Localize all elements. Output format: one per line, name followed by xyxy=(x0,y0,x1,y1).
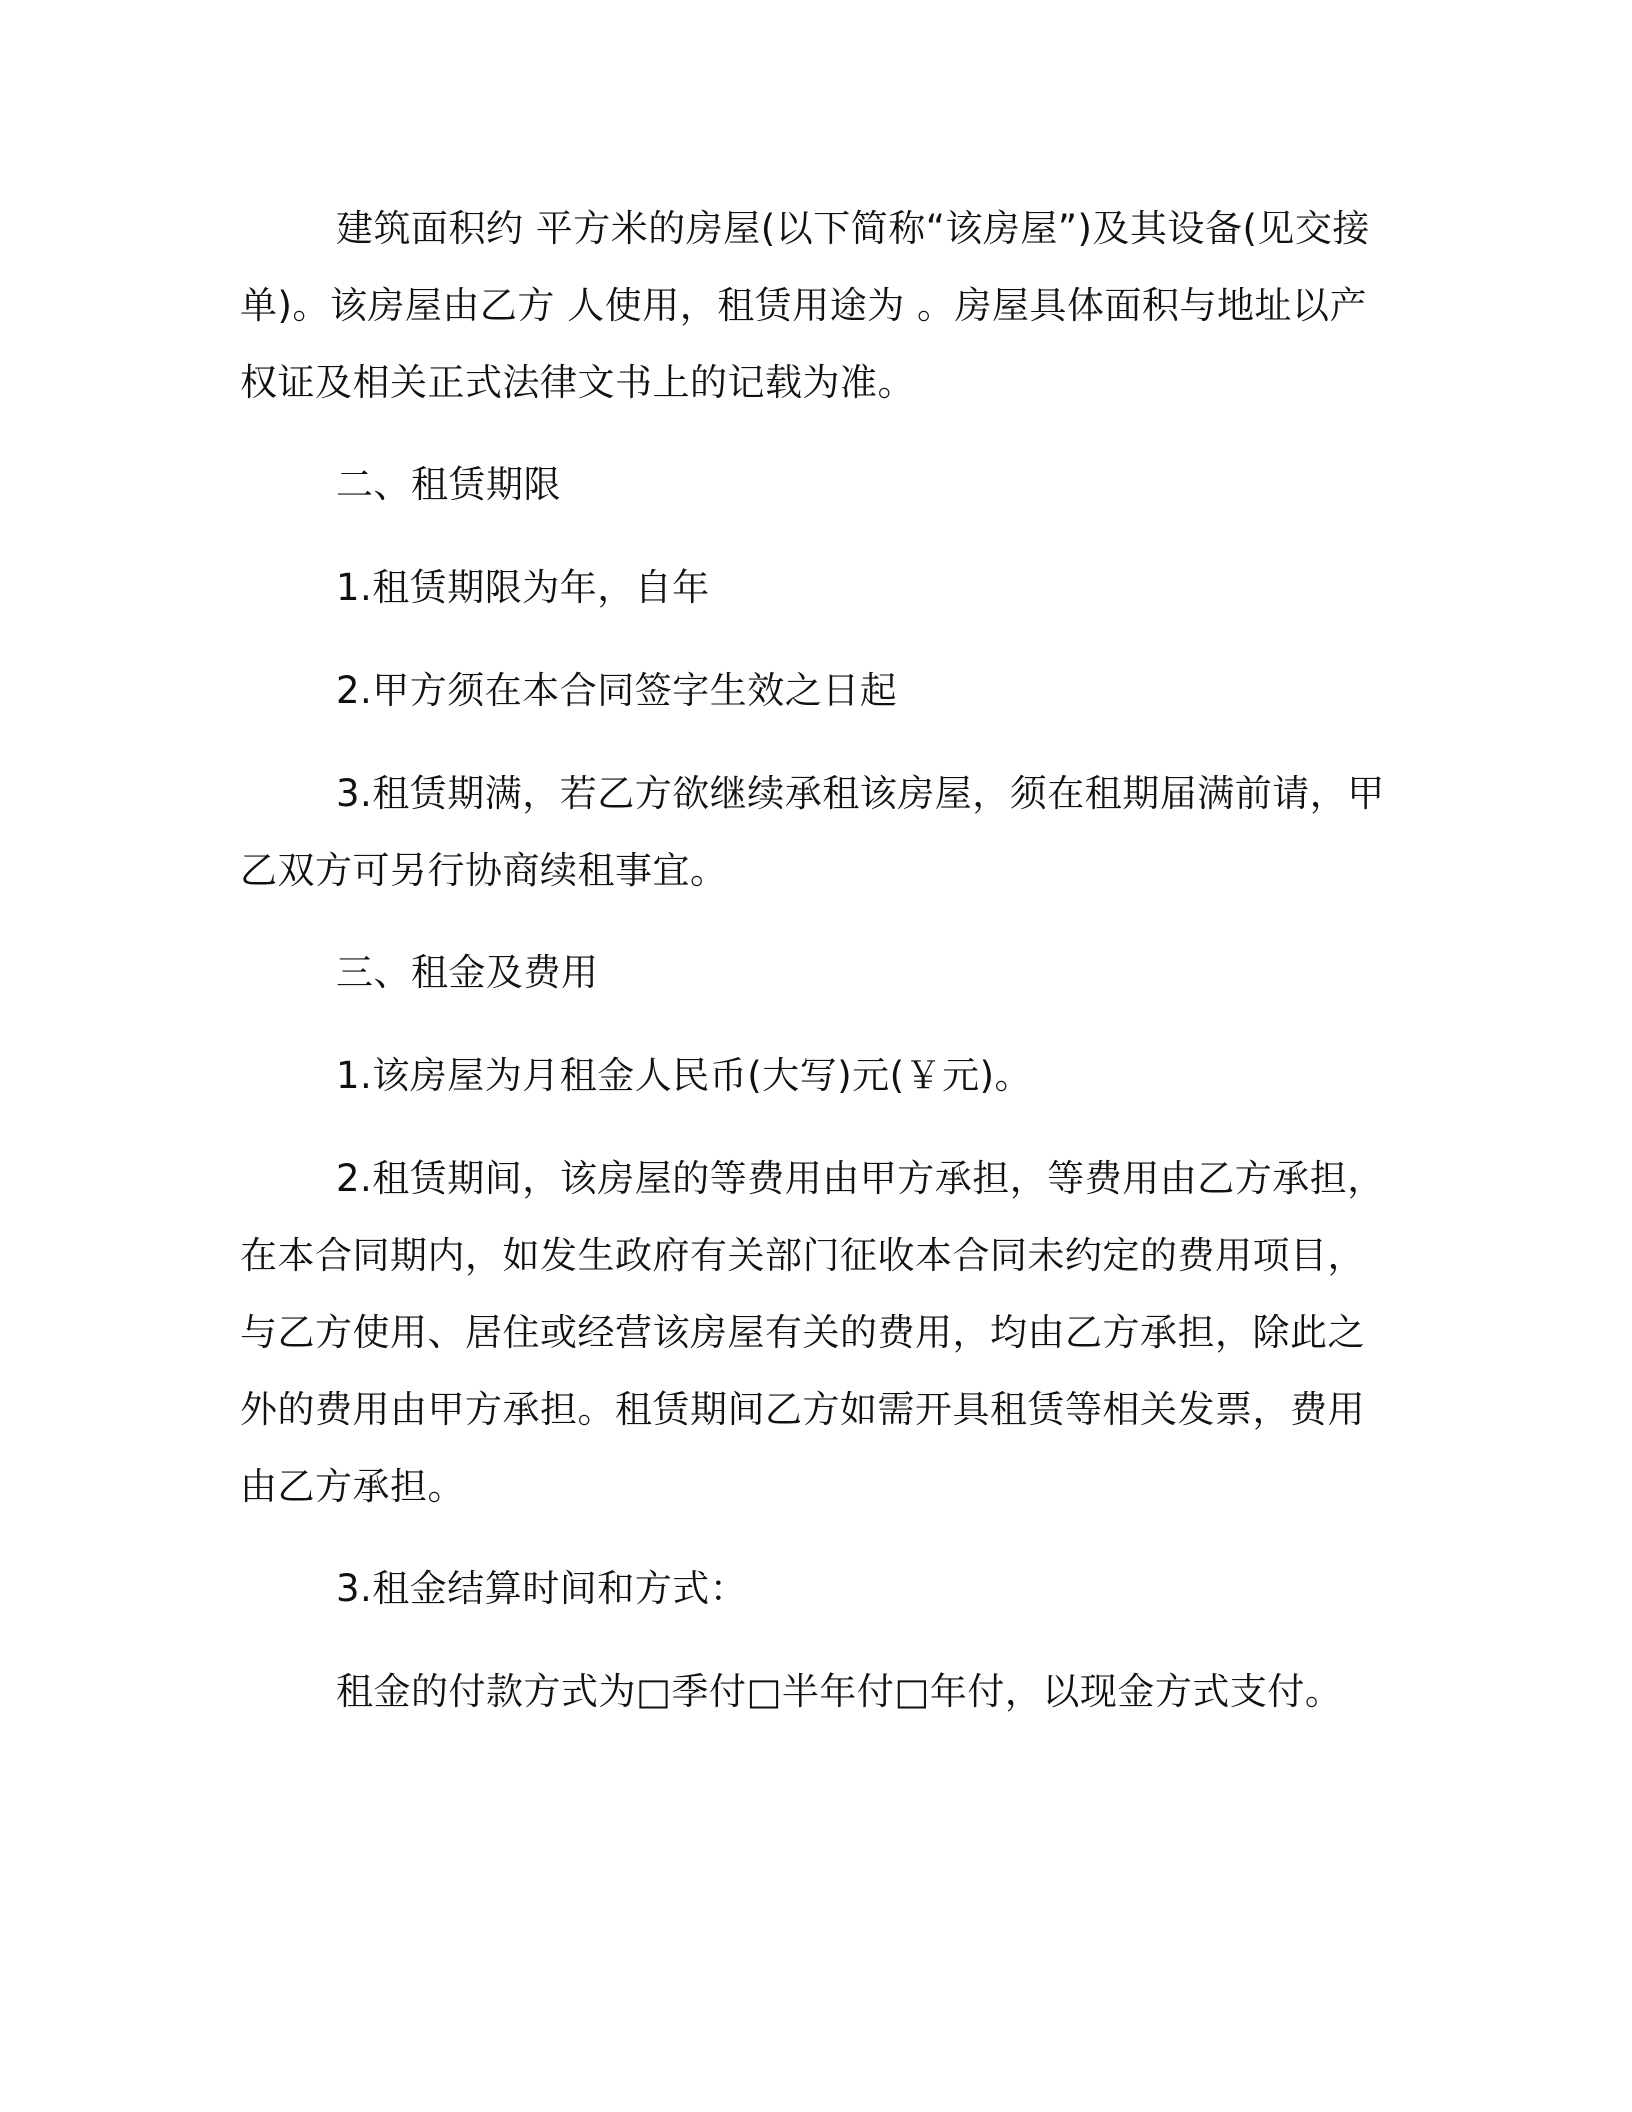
section-heading-lease-term: 二、租赁期限 xyxy=(336,463,561,506)
clause-lease-term-1: 1.租赁期限为年，自年 xyxy=(336,566,710,609)
document-body xyxy=(240,190,1390,1756)
clause-lease-term-2: 2.甲方须在本合同签字生效之日起 xyxy=(336,669,898,712)
section-heading-rent-and-fees: 三、租金及费用 xyxy=(336,951,599,994)
paragraph-payment-method: 租金的付款方式为□季付□半年付□年付，以现金方式支付。 xyxy=(336,1670,1343,1713)
clause-rent-1: 1.该房屋为月租金人民币(大写)元(￥元)。 xyxy=(336,1054,1033,1097)
clause-rent-3: 3.租金结算时间和方式： xyxy=(336,1567,748,1610)
clause-rent-2: 2.租赁期间，该房屋的等费用由甲方承担，等费用由乙方承担，在本合同期内，如发生政府有关部门征收本合同未约定的费用项目，与乙方使用、居住或经营该房屋有关的费用，均由乙方承担，除此之外的费用由甲方承担。租赁期间乙方如需开具租赁等相关发票，费用由乙方承担。 xyxy=(240,1157,1385,1508)
paragraph-property-description: 建筑面积约 平方米的房屋(以下简称“该房屋”)及其设备(见交接单)。该房屋由乙方 人使用，租赁用途为 。房屋具体面积与地址以产权证及相关正式法律文书上的记载为准。 xyxy=(240,207,1370,404)
clause-lease-term-3: 3.租赁期满，若乙方欲继续承租该房屋，须在租期届满前请，甲乙双方可另行协商续租事宜。 xyxy=(240,772,1385,892)
